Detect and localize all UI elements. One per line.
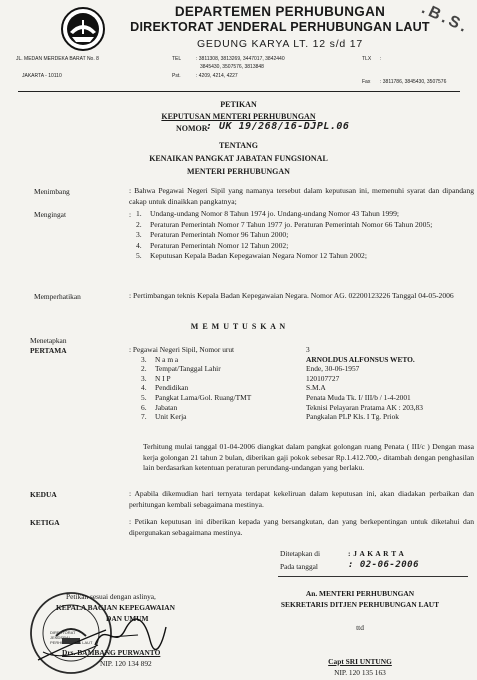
tel-numbers-2: 3845430, 3507576, 3813848: [200, 64, 264, 70]
detail-row: 2. Tempat/Tanggal Lahir Ende, 30-06-1957: [141, 364, 360, 374]
tanggal-value: : 02-06-2006: [348, 560, 420, 570]
menimbang-label: Menimbang: [34, 187, 70, 196]
nomor-value: : UK 19/268/16-DJPL.06: [206, 121, 350, 132]
tanggal-rule: [278, 576, 468, 577]
building-line: GEDUNG KARYA LT. 12 s/d 17: [196, 38, 364, 50]
detail-row: 3. N I P 120107727: [141, 373, 340, 383]
memperhatikan-label: Memperhatikan: [34, 292, 81, 301]
tel-numbers-1: : 3811308, 3813269, 3447017, 3842440: [196, 56, 285, 62]
signer-nip: NIP. 120 135 163: [334, 668, 386, 677]
address-line-2: JAKARTA - 10110: [22, 73, 62, 79]
menimbang-text: : Bahwa Pegawai Negeri Sipil yang namanya tersebut dalam keputusan ini, memenuhi syarat dan dipandang cakap untuk dinaikkan pangkatnya;: [129, 186, 474, 206]
sekretaris-title: SEKRETARIS DITJEN PERHUBUNGAN LAUT: [280, 600, 440, 609]
tel-label: TEL: [172, 56, 182, 62]
an-menteri: An. MENTERI PERHUBUNGAN: [305, 589, 415, 598]
detail-row: 6. Jabatan Teknisi Pelayaran Pratama AK : 203,83: [141, 402, 423, 412]
fax-numbers: : 3811786, 3845430, 3507576: [380, 79, 447, 85]
ttd-mark: ttd: [356, 623, 364, 632]
pertama-details: [129, 345, 474, 422]
subject-line-2: MENTERI PERHUBUNGAN: [187, 167, 290, 176]
ditetapkan-value: : J A K A R T A: [348, 549, 405, 558]
directorate-title: DIREKTORAT JENDERAL PERHUBUNGAN LAUT: [130, 20, 430, 34]
list-item: 3. Peraturan Pemerintah Nomor 96 Tahun 2000;: [136, 230, 289, 239]
header-divider: [18, 91, 460, 92]
fax-label: Fax: [362, 79, 371, 85]
petikan-title: PETIKAN: [220, 100, 257, 109]
pst-label: Pst.: [172, 73, 181, 79]
copy-line-2: KEPALA BAGIAN KEPEGAWAIAN: [56, 603, 175, 612]
terhitung-text: Terhitung mulai tanggal 01-04-2006 diangkat dalam pangkat golongan ruang Penata ( III/c ) Dengan masa kerja golongan 21 tahun 2 bulan, diberikan gaji pokok sebesar Rp.1.412.700,- ditambah dengan penghasilan lain berdasarkan ketentuan peraturan perundang-undangan yang berlaku.: [143, 442, 474, 472]
list-item: 2. Peraturan Pemerintah Nomor 7 Tahun 1977 jo. Peraturan Pemerintah Nomor 66 Tahun 2005;: [136, 219, 433, 229]
nomor-label: NOMOR: [176, 124, 208, 133]
detail-row: 3. N a m a ARNOLDUS ALFONSUS WETO.: [141, 354, 415, 364]
memutuskan-heading: M E M U T U S K A N: [190, 322, 287, 331]
corner-stamp: .B.S.: [418, 0, 472, 37]
list-item: 1. Undang-undang Nomor 8 Tahun 1974 jo. Undang-undang Nomor 43 Tahun 1999;: [136, 209, 400, 218]
tentang-label: TENTANG: [219, 141, 258, 150]
ditetapkan-label: Ditetapkan di: [280, 549, 321, 558]
detail-row: 4. Pendidikan S.M.A: [141, 383, 326, 393]
letterhead-logo: [60, 6, 106, 52]
tanggal-label: Pada tanggal: [280, 562, 318, 571]
copy-line-1: Petikan sesuai dengan aslinya,: [66, 592, 156, 601]
pst-numbers: : 4209, 4214, 4227: [196, 73, 238, 79]
kedua-text: : Apabila dikemudian hari ternyata terdapat kekeliruan dalam keputusan ini, akan diadakan perbaikan dan perhitungan kembali sebagaimana mestinya.: [129, 489, 474, 509]
stamp-inner-text: DIREKTORAT JENDERAL PERHUBUNGAN LAUT: [50, 630, 93, 645]
memperhatikan-text: : Pertimbangan teknis Kepala Badan Kepegawaian Negara. Nomor AG. 02200123226 Tanggal 04-05-2006: [129, 291, 454, 300]
keputusan-title: KEPUTUSAN MENTERI PERHUBUNGAN: [161, 112, 316, 121]
copy-name: Drs. BAMBANG PURWANTO: [62, 648, 161, 657]
ketiga-label: KETIGA: [30, 518, 60, 527]
detail-row: 7. Unit Kerja Pangkalan PLP Kls. I Tg. Priok: [141, 412, 399, 422]
ministry-title: DEPARTEMEN PERHUBUNGAN: [174, 4, 386, 19]
signature-mark: [90, 615, 170, 655]
pertama-label: PERTAMA: [30, 346, 67, 355]
detail-row: : Pegawai Negeri Sipil, Nomor urut 3: [129, 345, 310, 354]
mengingat-colon: :: [129, 210, 132, 219]
list-item: 5. Keputusan Kepala Badan Kepegawaian Negara Nomor 12 Tahun 2002;: [136, 251, 367, 260]
mengingat-label: Mengingat: [34, 210, 67, 219]
tlx-label: TLX: [362, 56, 372, 62]
list-item: 4. Peraturan Pemerintah Nomor 12 Tahun 2002;: [136, 240, 289, 250]
kedua-label: KEDUA: [30, 490, 57, 499]
menetapkan-label: Menetapkan: [30, 336, 67, 345]
subject-line-1: KENAIKAN PANGKAT JABATAN FUNGSIONAL: [149, 154, 328, 163]
copy-line-3: DAN UMUM: [106, 614, 149, 623]
mengingat-list: [136, 209, 474, 262]
detail-row: 5. Pangkat Lama/Gol. Ruang/TMT Penata Muda Tk. I/ III/b / 1-4-2001: [141, 392, 411, 402]
tlx-value: :: [380, 56, 382, 62]
ketiga-text: : Petikan keputusan ini diberikan kepada yang bersangkutan, dan yang berkepentingan untuk diketahui dan dipergunakan sebagaimana mestinya.: [129, 517, 474, 537]
copy-nip: NIP. 120 134 892: [100, 659, 152, 668]
address-line-1: JL. MEDAN MERDEKA BARAT No. 8: [16, 56, 99, 62]
signer-name: Capt SRI UNTUNG: [328, 657, 392, 666]
